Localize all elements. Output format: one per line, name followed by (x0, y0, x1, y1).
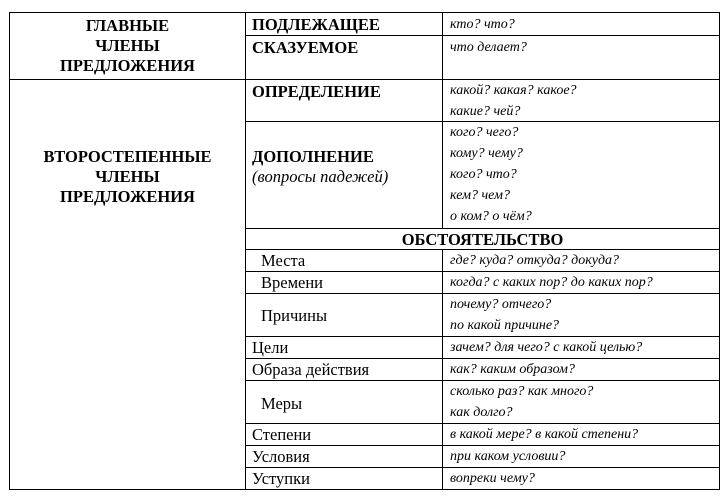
definition-name: ОПРЕДЕЛЕНИЕ (252, 82, 381, 101)
adverbial-place-questions: где? куда? откуда? докуда? (450, 253, 620, 268)
adverbial-cause-questions (450, 294, 559, 336)
main-members-label (10, 16, 245, 76)
question-line: о ком? о чём? (450, 209, 532, 224)
adverbial-place-name: Места (261, 251, 306, 270)
question-line: по какой причине? (450, 318, 560, 333)
adverbial-time-name: Времени (261, 273, 324, 292)
question-line: какой? какая? какое? (450, 83, 577, 98)
main-members-label-line: ГЛАВНЫЕ (85, 16, 170, 35)
adverbial-header: ОБСТОЯТЕЛЬСТВО (401, 230, 564, 249)
sentence-members-table (9, 12, 720, 490)
object-name: ДОПОЛНЕНИЕ (252, 147, 374, 166)
adverbial-cause-name: Причины (261, 306, 328, 325)
question-line: какие? чей? (450, 104, 521, 119)
adverbial-manner-questions: как? каким образом? (450, 362, 575, 377)
secondary-members-label-line: ЧЛЕНЫ (95, 167, 160, 186)
adverbial-degree-questions: в какой мере? в какой степени? (450, 427, 639, 442)
adverbial-degree-name: Степени (252, 425, 312, 444)
object-name-block (252, 147, 388, 187)
object-questions (450, 122, 532, 227)
predicate-name: СКАЗУЕМОЕ (252, 38, 359, 57)
question-line: кому? чему? (450, 146, 523, 161)
question-line: как долго? (450, 405, 513, 420)
subject-name: ПОДЛЕЖАЩЕЕ (252, 15, 380, 34)
question-line: кого? что? (450, 167, 517, 182)
predicate-questions: что делает? (450, 40, 527, 55)
main-members-label-line: ЧЛЕНЫ (95, 36, 160, 55)
definition-questions (450, 80, 577, 122)
question-line: кого? чего? (450, 125, 519, 140)
secondary-members-label (10, 147, 245, 207)
adverbial-concession-name: Уступки (252, 469, 310, 488)
adverbial-time-questions: когда? с каких пор? до каких пор? (450, 275, 653, 290)
secondary-members-label-line: ПРЕДЛОЖЕНИЯ (60, 187, 195, 206)
main-members-label-line: ПРЕДЛОЖЕНИЯ (60, 56, 195, 75)
adverbial-concession-questions: вопреки чему? (450, 471, 535, 486)
adverbial-condition-questions: при каком условии? (450, 449, 566, 464)
adverbial-purpose-questions: зачем? для чего? с какой целью? (450, 340, 643, 355)
adverbial-condition-name: Условия (252, 447, 310, 466)
question-line: кем? чем? (450, 188, 510, 203)
object-note: (вопросы падежей) (252, 167, 389, 186)
question-line: сколько раз? как много? (450, 384, 594, 399)
subject-questions: кто? что? (450, 17, 515, 32)
secondary-members-label-line: ВТОРОСТЕПЕННЫЕ (43, 147, 212, 166)
adverbial-measure-questions (450, 381, 593, 423)
adverbial-manner-name: Образа действия (252, 360, 370, 379)
adverbial-purpose-name: Цели (252, 338, 289, 357)
adverbial-measure-name: Меры (261, 394, 303, 413)
question-line: почему? отчего? (450, 297, 552, 312)
